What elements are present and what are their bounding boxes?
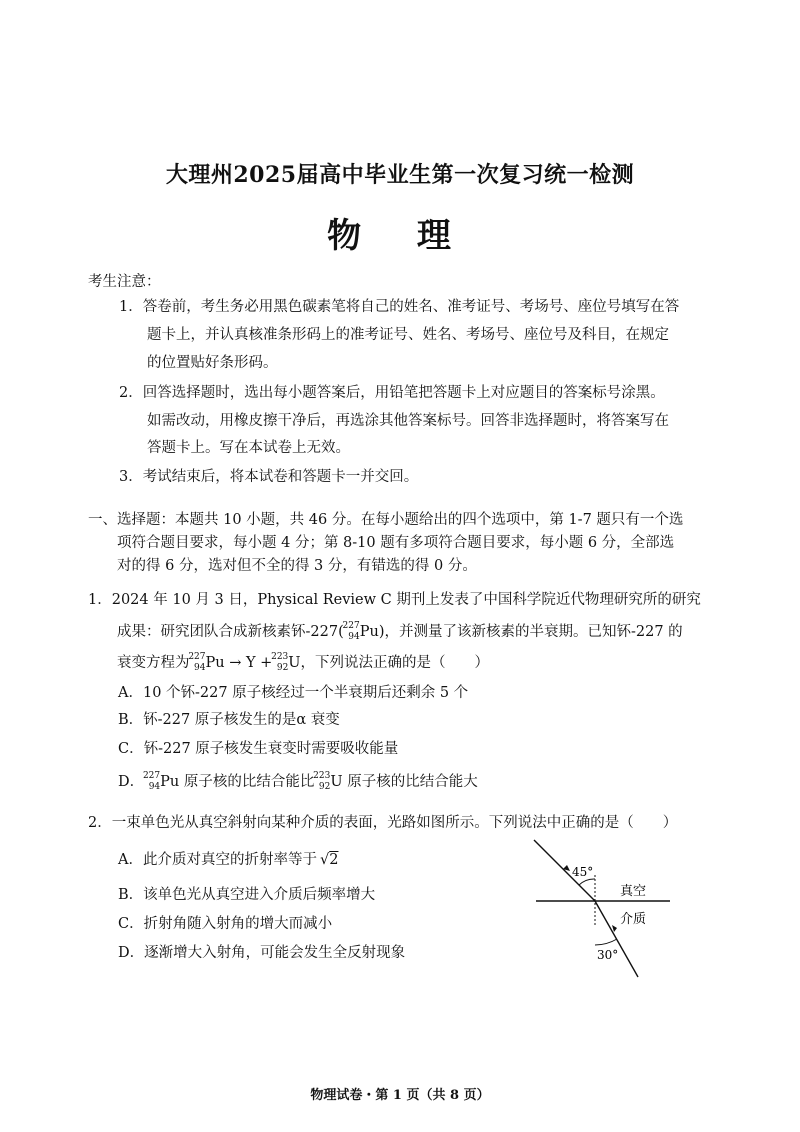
- q1-stem-line: 成果：研究团队合成新核素钚-227( 227 94 Pu)，并测量了该新核素的半衰期。已知钚-227 的: [117, 621, 683, 642]
- notice-line: 答题卡上。写在本试卷上无效。: [147, 440, 350, 456]
- q2-option-d: D．逐渐增大入射角，可能会发生全反射现象: [118, 945, 406, 961]
- q2-option-c: C．折射角随入射角的增大而减小: [118, 916, 333, 932]
- incident-angle-label: 45°: [572, 865, 594, 879]
- refracted-arrow: [612, 925, 617, 932]
- notice-line: 3．考试结束后，将本试卷和答题卡一并交回。: [119, 469, 419, 485]
- page-footer: 物理试卷・第 1 页（共 8 页）: [310, 1088, 490, 1103]
- medium-label: 介质: [620, 912, 647, 927]
- isotope-notation: 223 92: [271, 652, 289, 673]
- section-heading: 一、选择题：本题共 10 小题，共 46 分。在每小题给出的四个选项中，第 1-7 题只有一个选: [88, 512, 684, 528]
- notice-line: 的位置贴好条形码。: [147, 355, 278, 371]
- refraction-angle-label: 30°: [597, 948, 619, 962]
- isotope-notation: 227 94: [142, 771, 161, 792]
- section-text: 对的得 6 分，选对但不全的得 3 分，有错选的得 0 分。: [117, 558, 477, 574]
- q2-option-a: A．此介质对真空的折射率等于 √2: [118, 852, 339, 868]
- isotope-notation: 227 94: [188, 652, 206, 673]
- refraction-angle-arc: [595, 939, 617, 945]
- notice-line: 如需改动，用橡皮擦干净后，再选涂其他答案标号。回答非选择题时，将答案写在: [147, 413, 669, 429]
- isotope-notation: 223 92: [313, 771, 331, 792]
- incident-angle-arc: [579, 879, 595, 885]
- q1-option-d: D． 227 94 Pu 原子核的比结合能比 223 92 U 原子核的比结合能大: [118, 771, 478, 792]
- q2-option-b: B．该单色光从真空进入介质后频率增大: [118, 887, 376, 903]
- notice-heading: 考生注意：: [88, 274, 161, 290]
- notice-line: 题卡上，并认真核准条形码上的准考证号、姓名、考场号、座位号及科目，在规定: [147, 327, 669, 343]
- q1-option-a: A．10 个钚-227 原子核经过一个半衰期后还剩余 5 个: [118, 685, 469, 701]
- exam-title: 大理州2025届高中毕业生第一次复习统一检测: [165, 162, 635, 188]
- q1-option-b: B．钚-227 原子核发生的是α 衰变: [118, 712, 340, 728]
- q2-stem: 2．一束单色光从真空斜射向某种介质的表面，光路如图所示。下列说法中正确的是（ ）: [88, 815, 678, 831]
- subject-title: 物 理: [327, 216, 473, 256]
- q1-stem-line: 衰变方程为 227 94 Pu → Y + 223 92 U，下列说法正确的是（ ）: [117, 652, 490, 673]
- notice-line: 1．答卷前，考生务必用黑色碳素笔将自己的姓名、准考证号、考场号、座位号填写在答: [119, 299, 680, 315]
- q1-option-c: C．钚-227 原子核发生衰变时需要吸收能量: [118, 741, 399, 757]
- isotope-notation: 227 94: [342, 621, 360, 642]
- q1-stem-line: 1．2024 年 10 月 3 日，Physical Review C 期刊上发表了中国科学院近代物理研究所的研究: [88, 592, 701, 608]
- notice-line: 2．回答选择题时，选出每小题答案后，用铅笔把答题卡上对应题目的答案标号涂黑。: [119, 385, 665, 401]
- vacuum-label: 真空: [620, 884, 647, 899]
- section-text: 项符合题目要求，每小题 4 分；第 8-10 题有多项符合题目要求，每小题 6 分，全部选: [117, 535, 675, 551]
- refraction-diagram: [530, 835, 680, 985]
